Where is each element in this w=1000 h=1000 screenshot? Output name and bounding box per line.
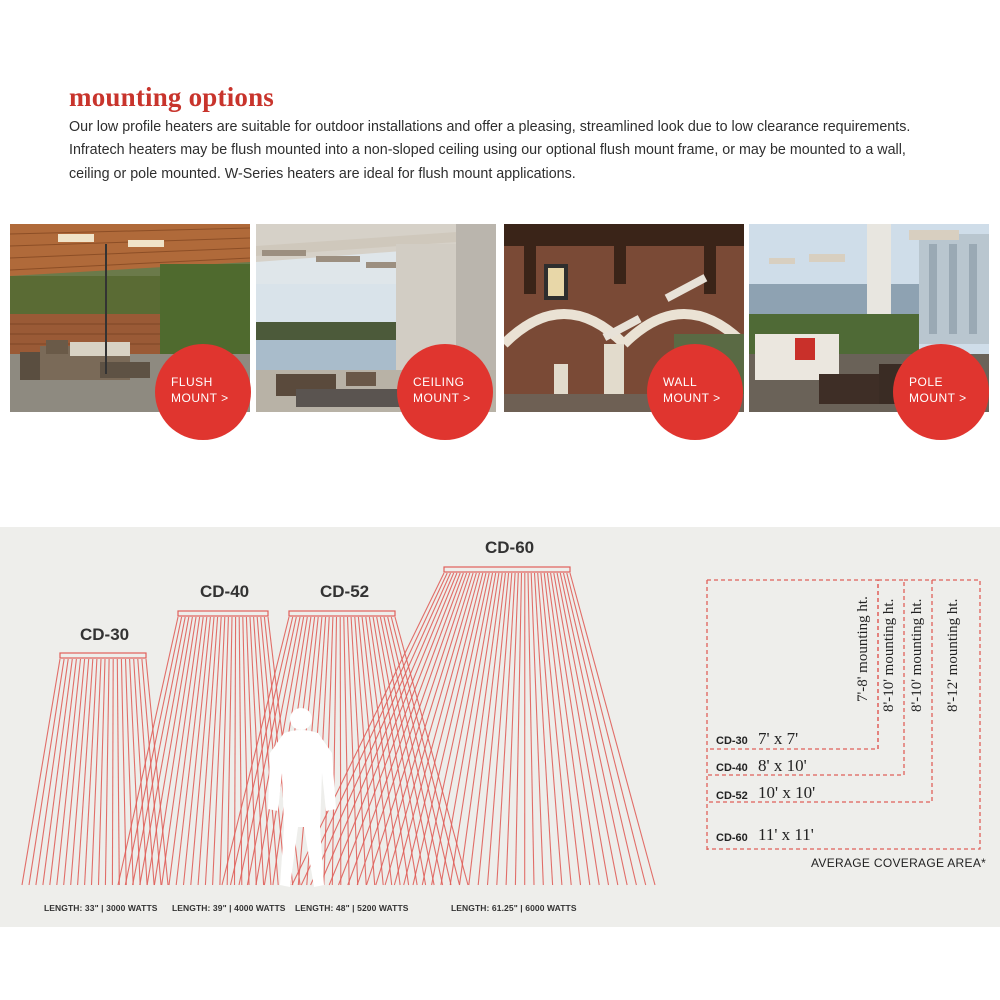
heat-ray (394, 573, 479, 885)
coverage-size: 11' x 11' (758, 825, 814, 844)
heat-ray (118, 617, 178, 885)
heat-ray (460, 573, 503, 885)
heat-ray (112, 659, 113, 885)
person-silhouette-icon (268, 708, 336, 887)
heat-ray (560, 573, 627, 885)
heater-spec-label: LENGTH: 61.25" | 6000 WATTS (451, 903, 577, 913)
heat-ray (367, 573, 470, 885)
coverage-size: 7' x 7' (758, 729, 799, 748)
heater-spec-label: LENGTH: 48" | 5200 WATTS (295, 903, 409, 913)
coverage-model: CD-60 (716, 832, 748, 844)
heater-unit-icon (178, 611, 268, 616)
heater-model-label: CD-60 (485, 538, 535, 557)
mounting-height-label: 8'-10' mounting ht. (881, 598, 897, 712)
heat-ray (340, 617, 341, 885)
heat-ray (117, 659, 119, 885)
mounting-height-label: 8'-10' mounting ht. (909, 598, 925, 712)
heat-ray (133, 617, 186, 885)
heater-model-label: CD-52 (320, 582, 370, 601)
heater-model-label: CD-30 (80, 625, 130, 644)
heat-ray (567, 573, 646, 885)
heat-ray (478, 573, 508, 885)
heat-ray (227, 617, 232, 885)
heat-ray (220, 617, 229, 885)
heater-spec-label: LENGTH: 39" | 4000 WATTS (172, 903, 286, 913)
heat-ray (154, 617, 196, 885)
heat-ray (332, 617, 336, 885)
heat-ray (404, 573, 483, 885)
heat-ray (329, 573, 457, 885)
pole-mount-button[interactable]: POLE MOUNT > (893, 344, 989, 440)
wall-mount-button[interactable]: WALL MOUNT > (647, 344, 743, 440)
heat-ray (348, 617, 358, 885)
ceiling-mount-button[interactable]: CEILING MOUNT > (397, 344, 493, 440)
heat-ray (348, 573, 464, 885)
heat-ray (29, 659, 64, 885)
heater-model-label: CD-40 (200, 582, 250, 601)
coverage-size: 8' x 10' (758, 756, 807, 775)
heater-unit-icon (289, 611, 395, 616)
mounting-height-label: 7'-8' mounting ht. (855, 596, 871, 702)
heater-unit-icon (444, 567, 570, 572)
coverage-model: CD-52 (716, 790, 748, 802)
heat-ray (43, 659, 72, 885)
heat-ray (547, 573, 589, 885)
heat-ray (570, 573, 655, 885)
heat-ray (130, 659, 141, 885)
heat-ray (235, 617, 236, 885)
coverage-area-title: AVERAGE COVERAGE AREA* (811, 856, 987, 870)
flush-mount-button[interactable]: FLUSH MOUNT > (155, 344, 251, 440)
page-title: mounting options (69, 82, 275, 112)
heater-unit-icon (60, 653, 146, 658)
heat-ray (64, 659, 85, 885)
heater-spec-label: LENGTH: 33" | 3000 WATTS (44, 903, 158, 913)
coverage-model: CD-40 (716, 762, 748, 774)
heat-ray (344, 617, 349, 885)
coverage-size: 10' x 10' (758, 783, 816, 802)
heat-ray (184, 617, 211, 885)
intro-paragraph: Our low profile heaters are suitable for outdoor installations and offer a pleasing, streamlined look due to low clearance requirements. Infratech heaters may be flush mounted into a non-sloped ceiling using our optional flush mount frame, or may be mounted to a wall, ceiling or pole mounted. W-Series heaters are ideal for flush mount applications. (69, 119, 911, 182)
heat-ray (57, 659, 81, 885)
coverage-model: CD-30 (716, 735, 748, 747)
mounting-height-label: 8'-12' mounting ht. (945, 598, 961, 712)
heat-ray (105, 659, 109, 885)
